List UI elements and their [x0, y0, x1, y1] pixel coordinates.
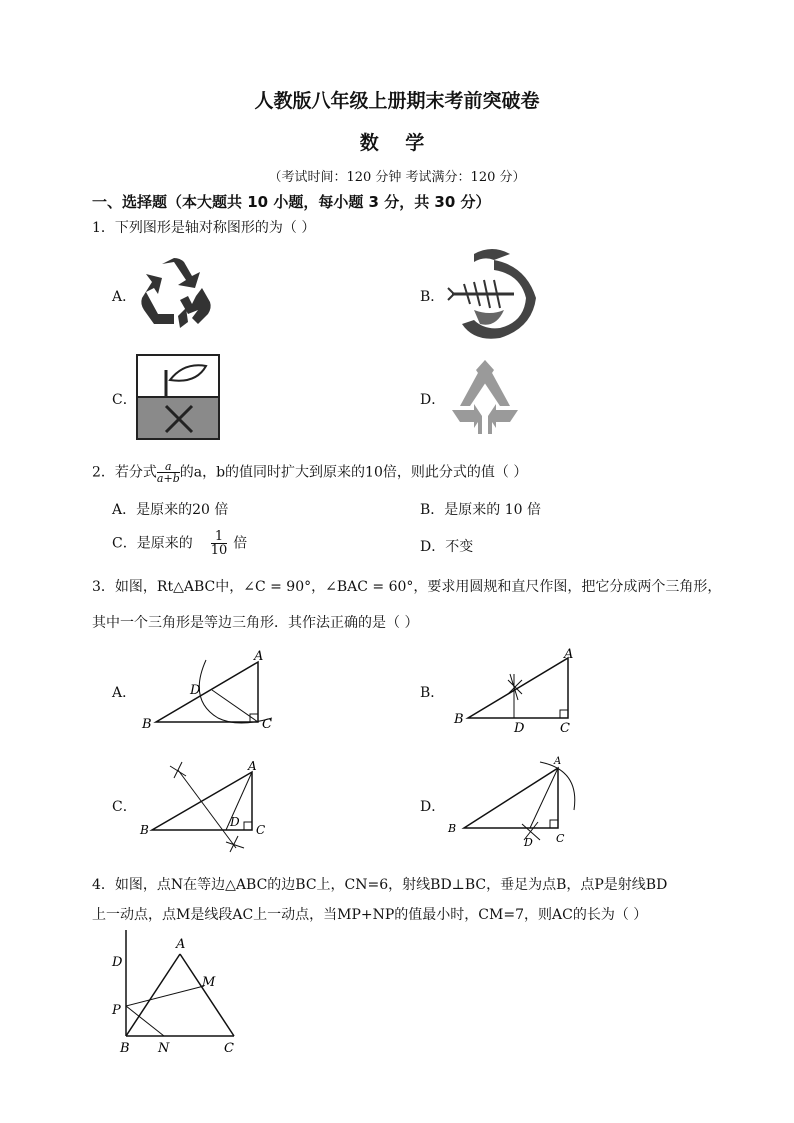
recycle-icon: [140, 258, 214, 328]
q3d-label-d: D: [524, 836, 533, 849]
q2-frac-denominator: a+b: [156, 472, 180, 485]
q4-label-a: A: [176, 937, 186, 952]
section-heading: 一、选择题（本大题共 10 小题，每小题 3 分，共 30 分）: [92, 193, 491, 211]
q3-figure-d: [444, 748, 584, 852]
q3-option-a-label: A．: [112, 685, 137, 701]
q3-option-d-label: D．: [420, 799, 446, 815]
q2-option-c-denominator: 10: [210, 543, 228, 558]
question-4-line-1: 4．如图，点N在等边△ABC的边BC上，CN=6，射线BD⊥BC，垂足为点B，点P是射线BD: [92, 877, 668, 893]
q2-option-d: D．不变: [420, 539, 474, 555]
q3a-label-d: D: [190, 683, 201, 698]
q1-option-a-label: A．: [112, 289, 137, 305]
triangular-arrows-icon: [452, 360, 518, 434]
q3d-label-b: B: [448, 822, 457, 835]
q3c-label-a: A: [248, 759, 257, 773]
q2-stem-suffix: 的a，b的值同时扩大到原来的10倍，则此分式的值（ ）: [179, 464, 528, 481]
q3d-label-c: C: [556, 832, 565, 845]
q3-figure-a: [138, 648, 288, 734]
q3a-label-b: B: [142, 717, 152, 732]
q3b-label-b: B: [454, 712, 464, 727]
q3b-label-d: D: [514, 721, 525, 736]
q3d-label-a: A: [554, 756, 562, 767]
question-1-stem: 1．下列图形是轴对称图形的为（ ）: [92, 220, 316, 236]
q4-label-m: M: [202, 975, 216, 990]
q4-label-n: N: [158, 1041, 170, 1056]
q2-option-c-prefix: C．是原来的: [112, 535, 193, 552]
paper-title: 人教版八年级上册期末考前突破卷: [254, 90, 540, 112]
q3c-label-b: B: [140, 823, 149, 837]
question-4-line-2: 上一动点，点M是线段AC上一动点，当MP+NP的值最小时，CM=7，则AC的长为（ ）: [92, 907, 648, 923]
question-2-stem: [92, 461, 527, 484]
q2-option-c-suffix: 倍: [233, 535, 248, 552]
q3b-label-c: C: [560, 721, 570, 736]
q4-label-d: D: [112, 955, 123, 970]
q4-label-p: P: [112, 1003, 121, 1018]
q2-option-c: [112, 530, 247, 557]
q4-label-c: C: [224, 1041, 234, 1056]
exam-note: （考试时间：120 分钟 考试满分：120 分）: [268, 170, 526, 185]
q2-fraction: [157, 461, 180, 484]
q1-option-c-label: C．: [112, 392, 137, 408]
q2-stem-prefix: 2．若分式: [92, 464, 157, 481]
subject-title: 数 学: [359, 132, 435, 154]
q2-option-b: B．是原来的 10 倍: [420, 502, 542, 518]
q3b-label-a: A: [564, 647, 574, 662]
q2-option-a: A．是原来的20 倍: [112, 502, 229, 518]
q3-figure-b: [450, 644, 590, 736]
q3c-label-c: C: [256, 823, 266, 837]
q2-option-c-numerator: 1: [211, 530, 228, 544]
q3-figure-c: [138, 752, 288, 856]
fish-skeleton-icon: [444, 248, 542, 342]
q3c-label-d: D: [230, 815, 240, 829]
q3-option-c-label: C．: [112, 799, 137, 815]
q3a-label-c: C: [262, 717, 272, 732]
q1-option-b-label: B．: [420, 289, 445, 305]
question-3-line-2: 其中一个三角形是等边三角形．其作法正确的是（ ）: [92, 615, 419, 631]
q1-option-d-label: D．: [420, 392, 446, 408]
q4-figure: [104, 926, 254, 1056]
question-3-line-1: 3．如图，Rt△ABC中，∠C = 90°，∠BAC = 60°，要求用圆规和直尺作图，把它分成两个三角形，: [92, 579, 722, 595]
q3-option-b-label: B．: [420, 685, 445, 701]
q4-label-b: B: [120, 1041, 130, 1056]
q3a-label-a: A: [254, 649, 264, 664]
no-plants-sign-icon: [136, 354, 220, 440]
q2-option-c-fraction: [211, 530, 228, 557]
q2-frac-numerator: a: [157, 461, 180, 473]
